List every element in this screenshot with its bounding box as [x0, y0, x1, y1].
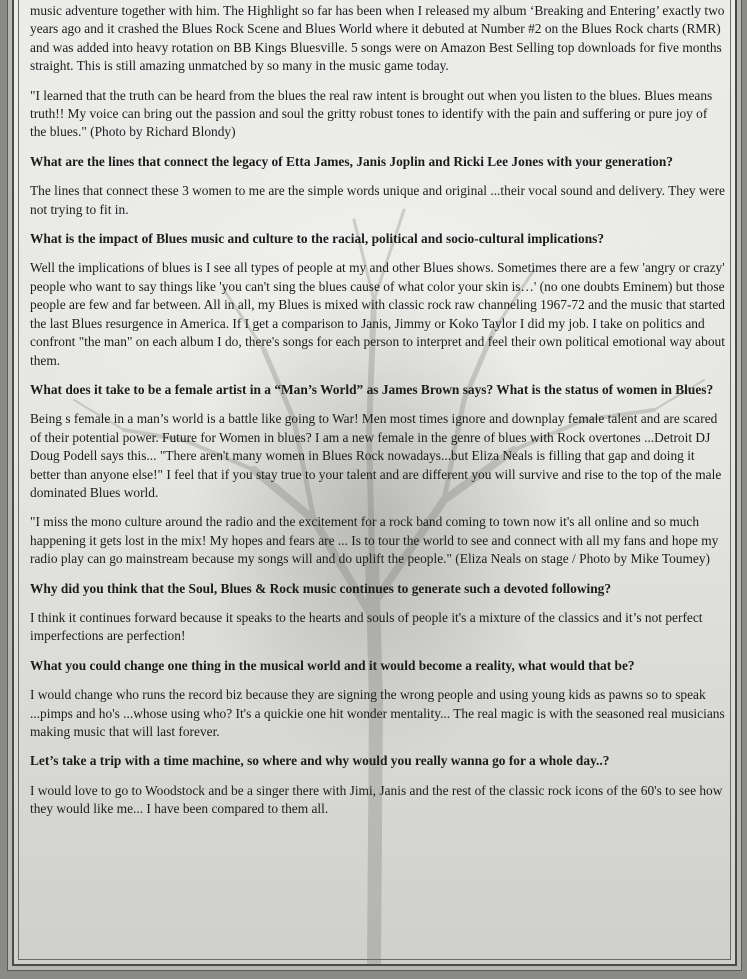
article-body [14, 0, 735, 819]
question-heading: Why did you think that the Soul, Blues & Rock music continues to generate such a devoted following? [30, 580, 612, 596]
question-heading: What does it take to be a female artist in a “Man’s World” as James Brown says? What is the status of women in Blues? [30, 381, 714, 397]
paragraph: The lines that connect these 3 women to me are the simple words unique and original ...their vocal sound and delivery. They were not trying to fit in. [30, 183, 725, 217]
paragraph: Well the implications of blues is I see all types of people at my and other Blues shows. Sometimes there are a few 'angry or crazy' people who want to say things like 'you can't sing the blues cause of what color your skin is…' (no one doubts Eminem) but those people are few and far between. All in all, my Blues is mixed with classic rock raw channeling 1967-72 and the music that started the last Blues resurgence in America. If I get a comparison to Janis, Jimmy or Koko Taylor I did my job. I take on politics and confront "the man" on each album I do, there's songs for each person to interpret and feel their own political emotional way about them. [30, 260, 725, 368]
paragraph: "I learned that the truth can be heard from the blues the real raw intent is brought out when you listen to the blues. Blues means truth!! My voice can bring out the passion and soul the gritty robust tones to identify with the pain and suffering or pure joy of the blues." (Photo by Richard Blondy) [30, 87, 713, 140]
paragraph: I think it continues forward because it speaks to the hearts and souls of people it's a mixture of the classics and it’s not perfect imperfections are perfection! [30, 609, 703, 644]
paragraph: music adventure together with him. The Highlight so far has been when I released my album ‘Breaking and Entering’ exactly two years ago and it crashed the Blues Rock Scene and Blues World where it debuted at Number #2 on the Blues Rock charts (RMR) and was added into heavy rotation on BB Kings Bluesville. 5 songs were on Amazon Best Selling top downloads for five months straight. This is still amazing unmatched by so many in the music game today. [30, 3, 725, 74]
question-heading: Let’s take a trip with a time machine, so where and why would you really wanna go for a whole day..? [30, 753, 610, 769]
paragraph: "I miss the mono culture around the radio and the excitement for a rock band coming to town now it's all online and so much happening it gets lost in the mix! My hopes and fears are ... Is to tour the world to see and connect with all my fans and hope my radio play can go mainstream because my songs will and do uplift the people." (Eliza Neals on stage / Photo by Mike Toumey) [30, 514, 719, 567]
question-heading: What are the lines that connect the legacy of Etta James, Janis Joplin and Ricki Lee Jones with your generation? [30, 153, 673, 169]
paragraph: I would change who runs the record biz because they are signing the wrong people and using young kids as pawns so to speak ...pimps and ho's ...whose using who? It's a quickie one hit wonder mentality... The real magic is with the seasoned real musicians making music that will last forever. [30, 687, 725, 739]
paragraph: I would love to go to Woodstock and be a singer there with Jimi, Janis and the rest of the classic rock icons of the 60's to see how they would like me... I have been compared to them all. [30, 782, 723, 817]
page-frame [12, 0, 737, 966]
paragraph: Being s female in a man’s world is a battle like going to War! Men most times ignore and downplay female talent and are scared of their potential power. Future for Women in blues? I am a new female in the genre of blues with Rock overtones ...Detroit DJ Doug Podell says this... "There aren't many women in Blues Rock nowadays...but Eliza Neals is filling that gap and doing it better than anyone else!" I feel that if you stay true to your talent and are different you will survive and rise to the top of the male dominated Blues world. [30, 411, 722, 500]
question-heading: What you could change one thing in the musical world and it would become a reality, what would that be? [30, 657, 635, 673]
question-heading: What is the impact of Blues music and culture to the racial, political and socio-cultural implications? [30, 231, 605, 247]
